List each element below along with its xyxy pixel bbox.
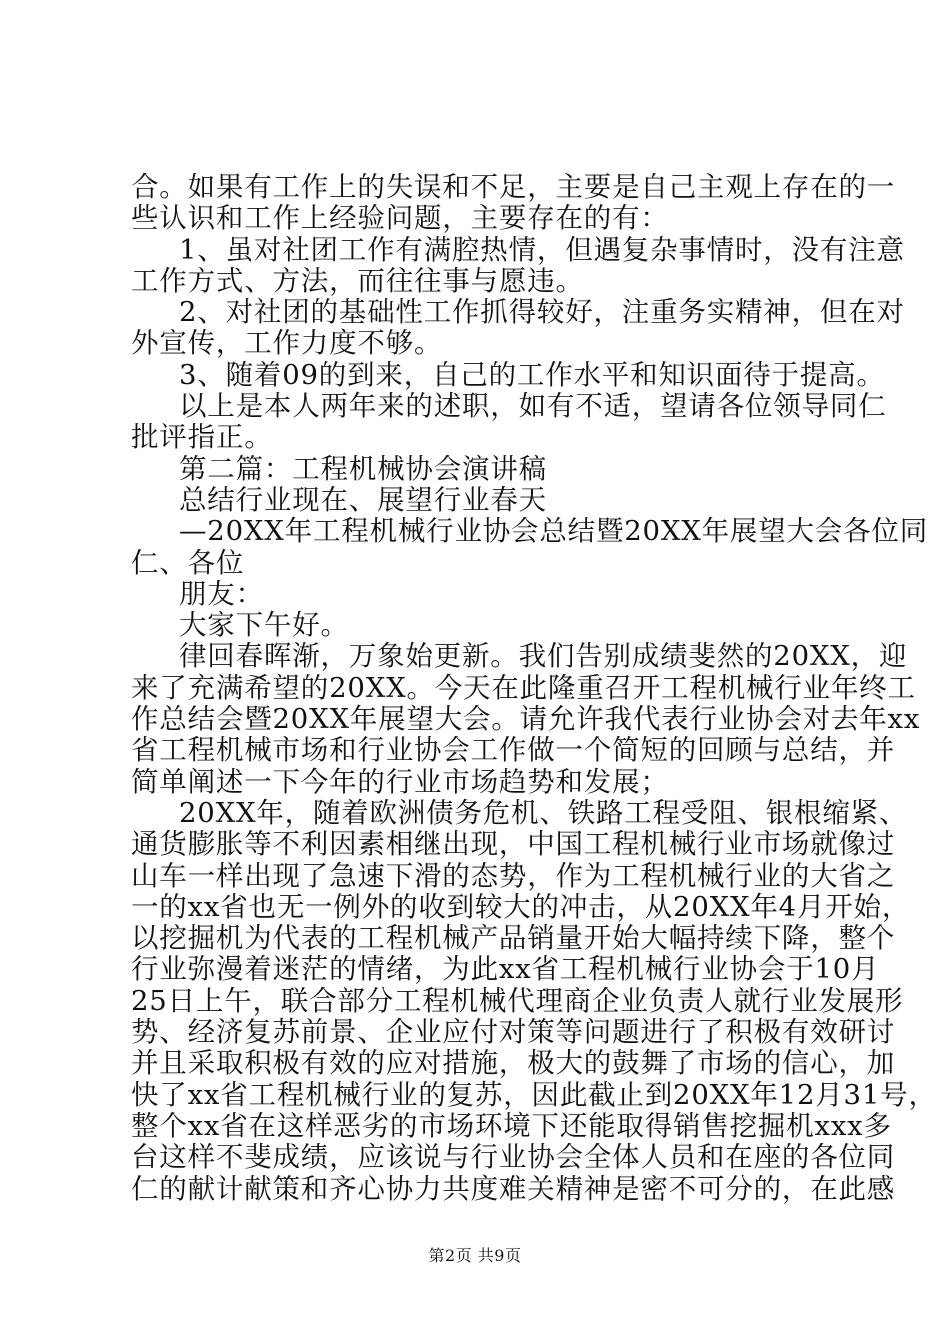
text-line: 朋友： xyxy=(179,577,264,610)
speech-title: 总结行业现在、展望行业春天 xyxy=(179,483,547,516)
page-number-footer: 第2页 共9页 xyxy=(428,1246,522,1265)
text-line: 20XX年，随着欧洲债务危机、铁路工程受阻、银根缩紧、 xyxy=(179,796,908,829)
text-line: 律回春晖渐，万象始更新。我们告别成绩斐然的20XX，迎 xyxy=(179,640,908,673)
text-line: 快了xx省工程机械行业的复苏，因此截止到20XX年12月31号， xyxy=(131,1078,937,1111)
body-text xyxy=(131,171,937,1205)
text-line: 一的xx省也无一例外的收到较大的冲击，从20XX年4月开始， xyxy=(131,890,911,923)
text-line: 1、虽对社团工作有满腔热情，但遇复杂事情时，没有注意 xyxy=(179,233,905,266)
text-line: 势、经济复苏前景、企业应付对策等问题进行了积极有效研讨 xyxy=(131,1016,896,1049)
text-line: 2、对社团的基础性工作抓得较好，注重务实精神，但在对 xyxy=(179,296,905,329)
text-line: 25日上午，联合部分工程机械代理商企业负责人就行业发展形 xyxy=(131,984,904,1017)
text-line: 山车一样出现了急速下滑的态势，作为工程机械行业的大省之 xyxy=(131,859,896,892)
text-line: 以挖掘机为代表的工程机械产品销量开始大幅持续下降，整个 xyxy=(131,922,896,955)
text-line: 批评指正。 xyxy=(131,421,273,454)
text-line: 作总结会暨20XX年展望大会。请允许我代表行业协会对去年xx xyxy=(131,703,921,736)
text-line: 并且采取积极有效的应对措施，极大的鼓舞了市场的信心，加 xyxy=(131,1047,896,1080)
text-line: 以上是本人两年来的述职，如有不适，望请各位领导同仁 xyxy=(179,390,887,423)
text-line: 来了充满希望的20XX。今天在此隆重召开工程机械行业年终工 xyxy=(131,671,916,704)
section-heading: 第二篇：工程机械协会演讲稿 xyxy=(179,452,547,485)
text-line: 3、随着09的到来，自己的工作水平和知识面待于提高。 xyxy=(179,358,885,391)
text-line: 仁的献计献策和齐心协力共度难关精神是密不可分的，在此感 xyxy=(131,1172,896,1205)
text-line: 通货膨胀等不利因素相继出现，中国工程机械行业市场就像过 xyxy=(131,828,896,861)
speech-subtitle: —20XX年工程机械行业协会总结暨20XX年展望大会各位同 xyxy=(179,515,928,548)
text-line: 工作方式、方法，而往往事与愿违。 xyxy=(131,264,584,297)
text-line: 整个xx省在这样恶劣的市场环境下还能取得销售挖掘机xxx多 xyxy=(131,1109,892,1142)
text-line: 仁、各位 xyxy=(131,546,245,579)
text-line: 简单阐述一下今年的行业市场趋势和发展； xyxy=(131,765,669,798)
text-line: 些认识和工作上经验问题，主要存在的有： xyxy=(131,202,669,235)
text-line: 台这样不斐成绩，应该说与行业协会全体人员和在座的各位同 xyxy=(131,1141,896,1174)
text-line: 行业弥漫着迷茫的情绪，为此xx省工程机械行业协会于10月 xyxy=(131,953,880,986)
text-line: 合。如果有工作上的失误和不足，主要是自己主观上存在的一 xyxy=(131,171,896,203)
text-line: 省工程机械市场和行业协会工作做一个简短的回顾与总结，并 xyxy=(131,734,896,767)
text-line: 外宣传，工作力度不够。 xyxy=(131,327,443,360)
greeting: 大家下午好。 xyxy=(179,609,349,642)
